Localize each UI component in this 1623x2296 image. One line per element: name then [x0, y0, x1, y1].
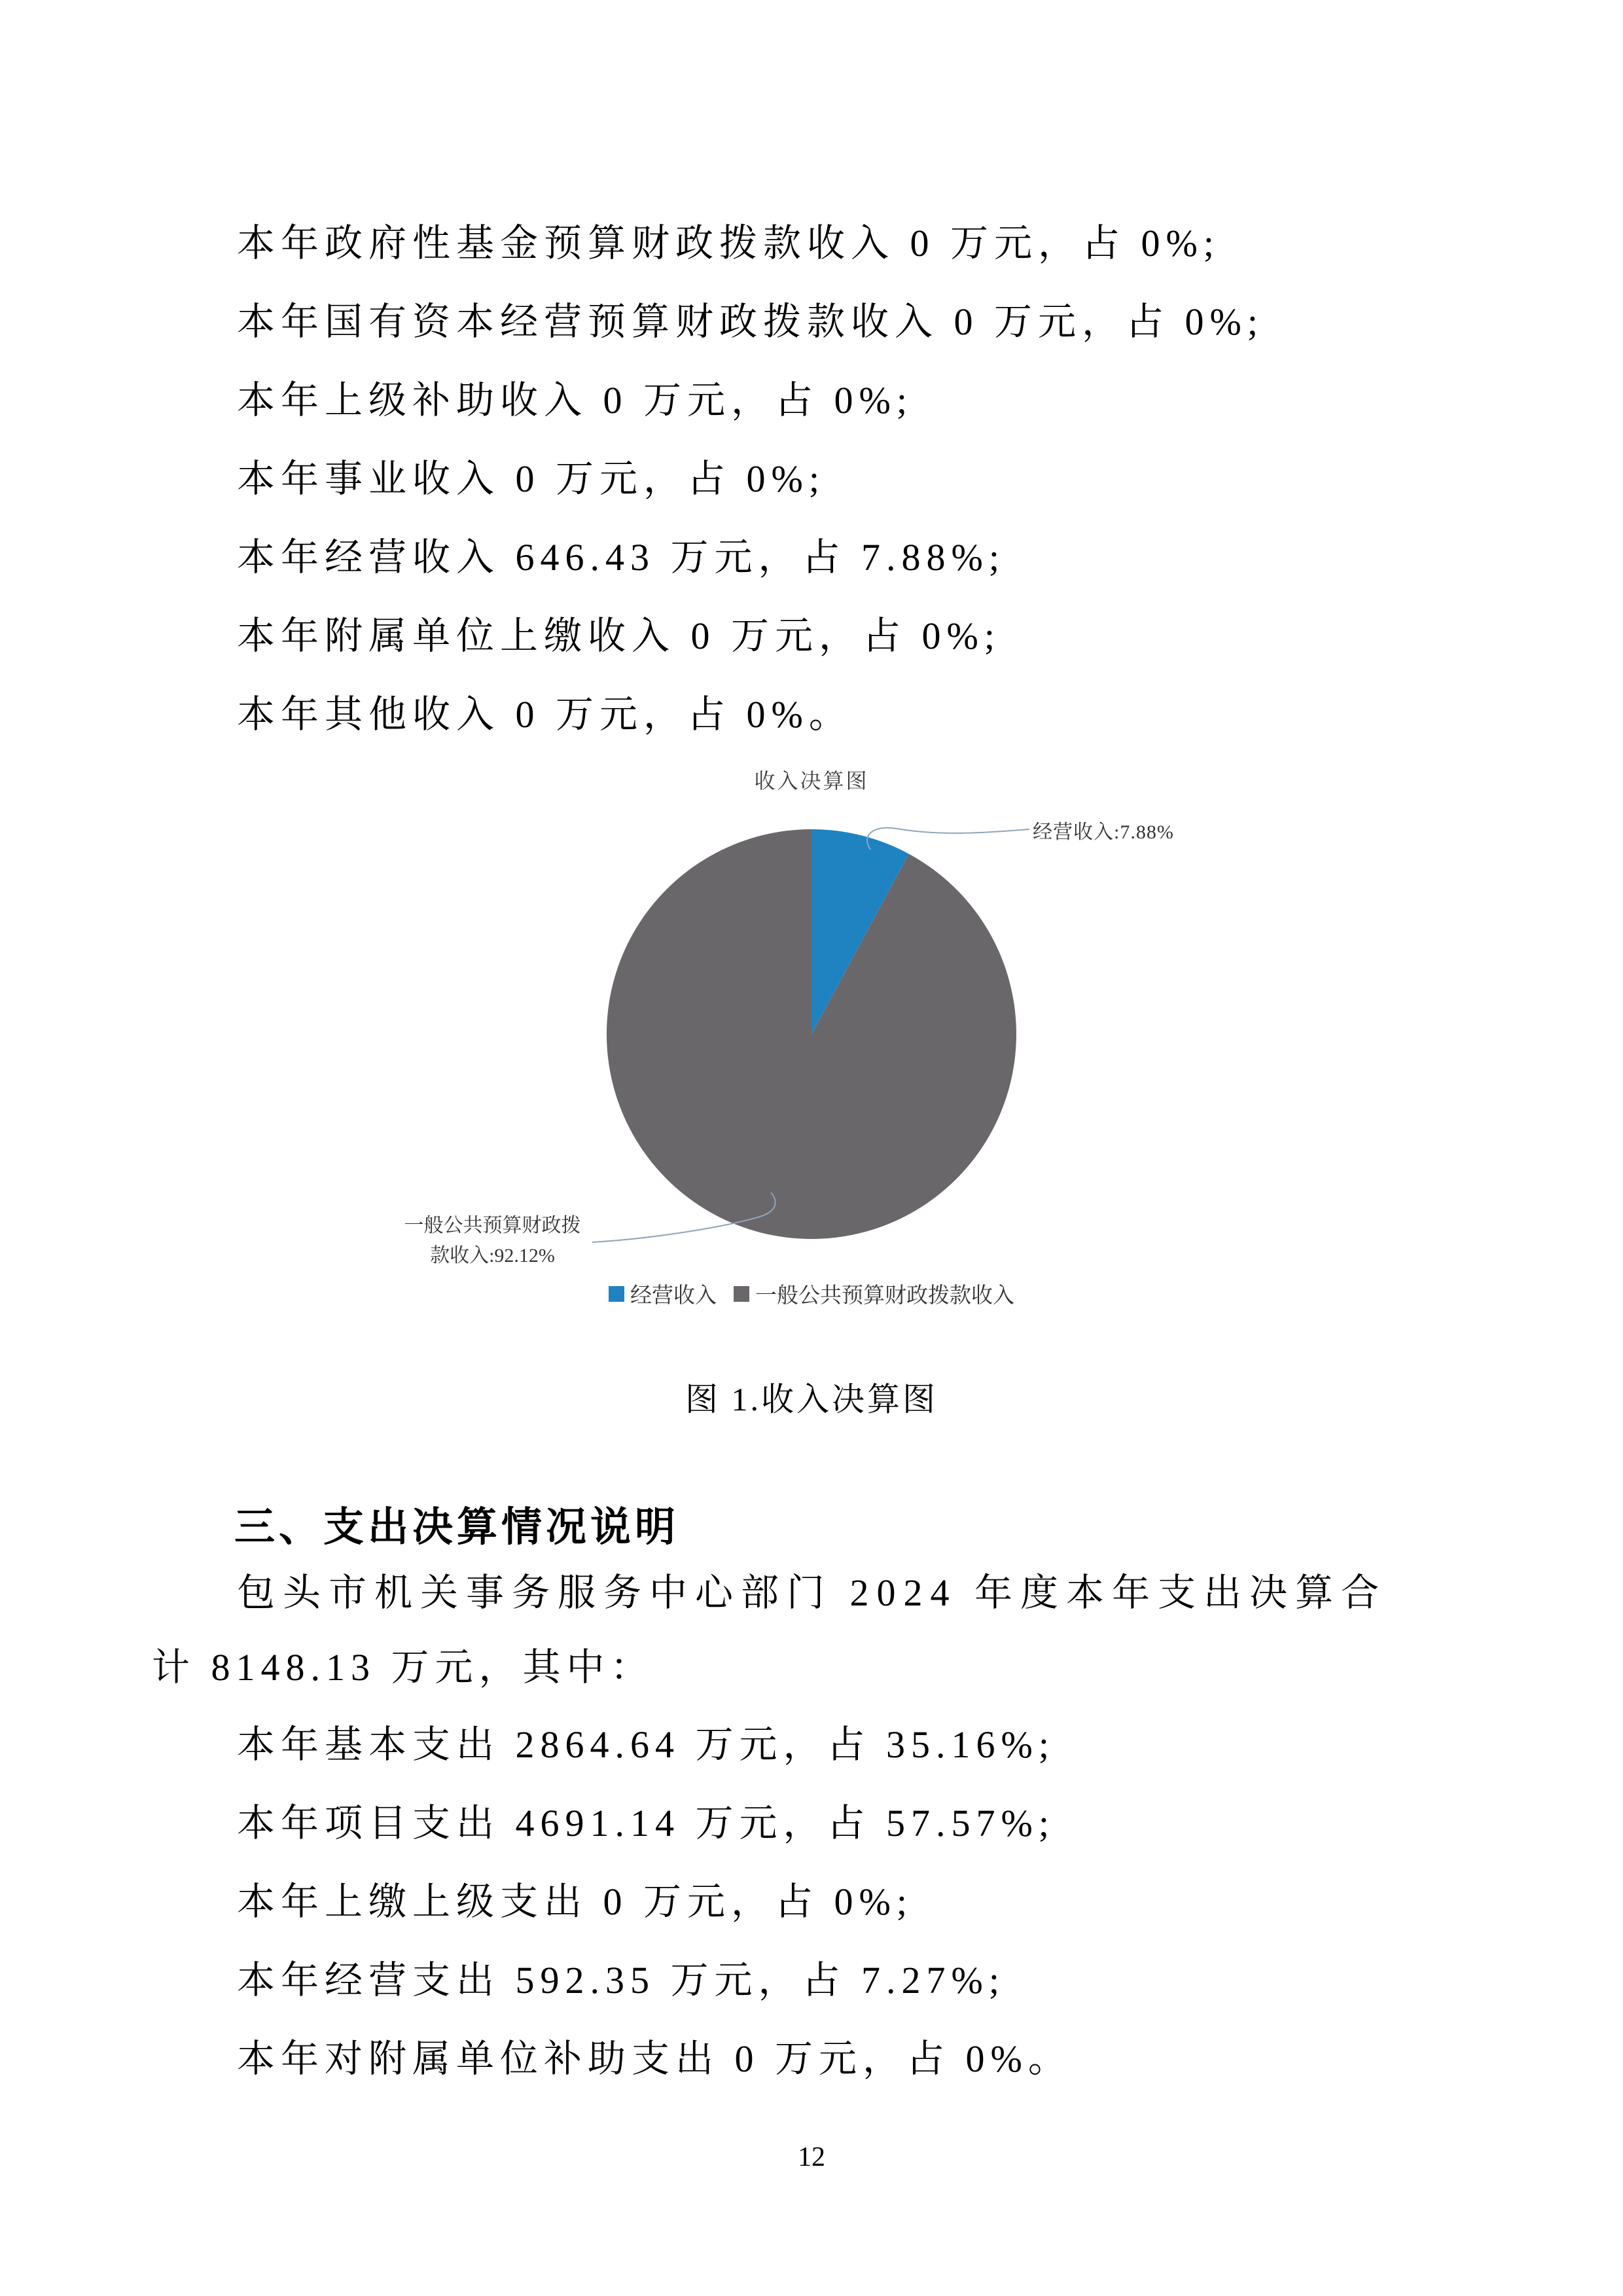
pie-slice-general-budget-income: [607, 829, 1016, 1239]
legend-swatch-operating-icon: [609, 1286, 624, 1302]
income-line-affiliate: 本年附属单位上缴收入 0 万元，占 0%;: [237, 615, 1001, 657]
expenditure-paragraph-line2: 计 8148.13 万元，其中：: [152, 1646, 654, 1689]
expenditure-line-project: 本年项目支出 4691.14 万元，占 57.57%;: [237, 1802, 1055, 1844]
figure-caption: 图 1.收入决算图: [685, 1381, 938, 1418]
expenditure-section-heading: 三、支出决算情况说明: [234, 1505, 680, 1550]
expenditure-paragraph-line1: 包头市机关事务服务中心部门 2024 年度本年支出决算合: [237, 1571, 1387, 1614]
page-number: 12: [798, 2142, 825, 2172]
income-line-gov-fund: 本年政府性基金预算财政拨款收入 0 万元，占 0%;: [237, 222, 1220, 264]
income-line-state-capital: 本年国有资本经营预算财政拨款收入 0 万元，占 0%;: [237, 300, 1264, 343]
expenditure-line-upturn: 本年上缴上级支出 0 万元，占 0%;: [237, 1880, 913, 1923]
income-line-operating: 本年经营收入 646.43 万元，占 7.88%;: [237, 536, 1005, 579]
chart-title: 收入决算图: [754, 769, 869, 793]
legend-swatch-general-budget-icon: [734, 1286, 749, 1302]
legend-item-general-budget: [734, 1278, 1014, 1309]
pie-callout-general-budget: [363, 1211, 622, 1271]
legend-item-operating: [609, 1278, 717, 1309]
pie-callout-general-budget-line1: 一般公共预算财政拨: [404, 1215, 581, 1236]
income-line-institutional: 本年事业收入 0 万元，占 0%;: [237, 457, 825, 500]
expenditure-line-basic: 本年基本支出 2864.64 万元，占 35.16%;: [237, 1723, 1055, 1766]
income-line-other: 本年其他收入 0 万元，占 0%。: [237, 693, 853, 736]
expenditure-line-operating: 本年经营支出 592.35 万元，占 7.27%;: [237, 1959, 1005, 2001]
chart-legend: [609, 1278, 1014, 1309]
pie-callout-operating: 经营收入:7.88%: [1033, 821, 1174, 843]
legend-label-general-budget: 一般公共预算财政拨款收入: [755, 1284, 1014, 1308]
legend-label-operating: 经营收入: [630, 1284, 717, 1308]
pie-callout-general-budget-line2: 款收入:92.12%: [430, 1245, 555, 1266]
expenditure-line-affiliate-subsidy: 本年对附属单位补助支出 0 万元，占 0%。: [237, 2037, 1072, 2080]
income-line-superior-subsidy: 本年上级补助收入 0 万元，占 0%;: [237, 379, 913, 422]
